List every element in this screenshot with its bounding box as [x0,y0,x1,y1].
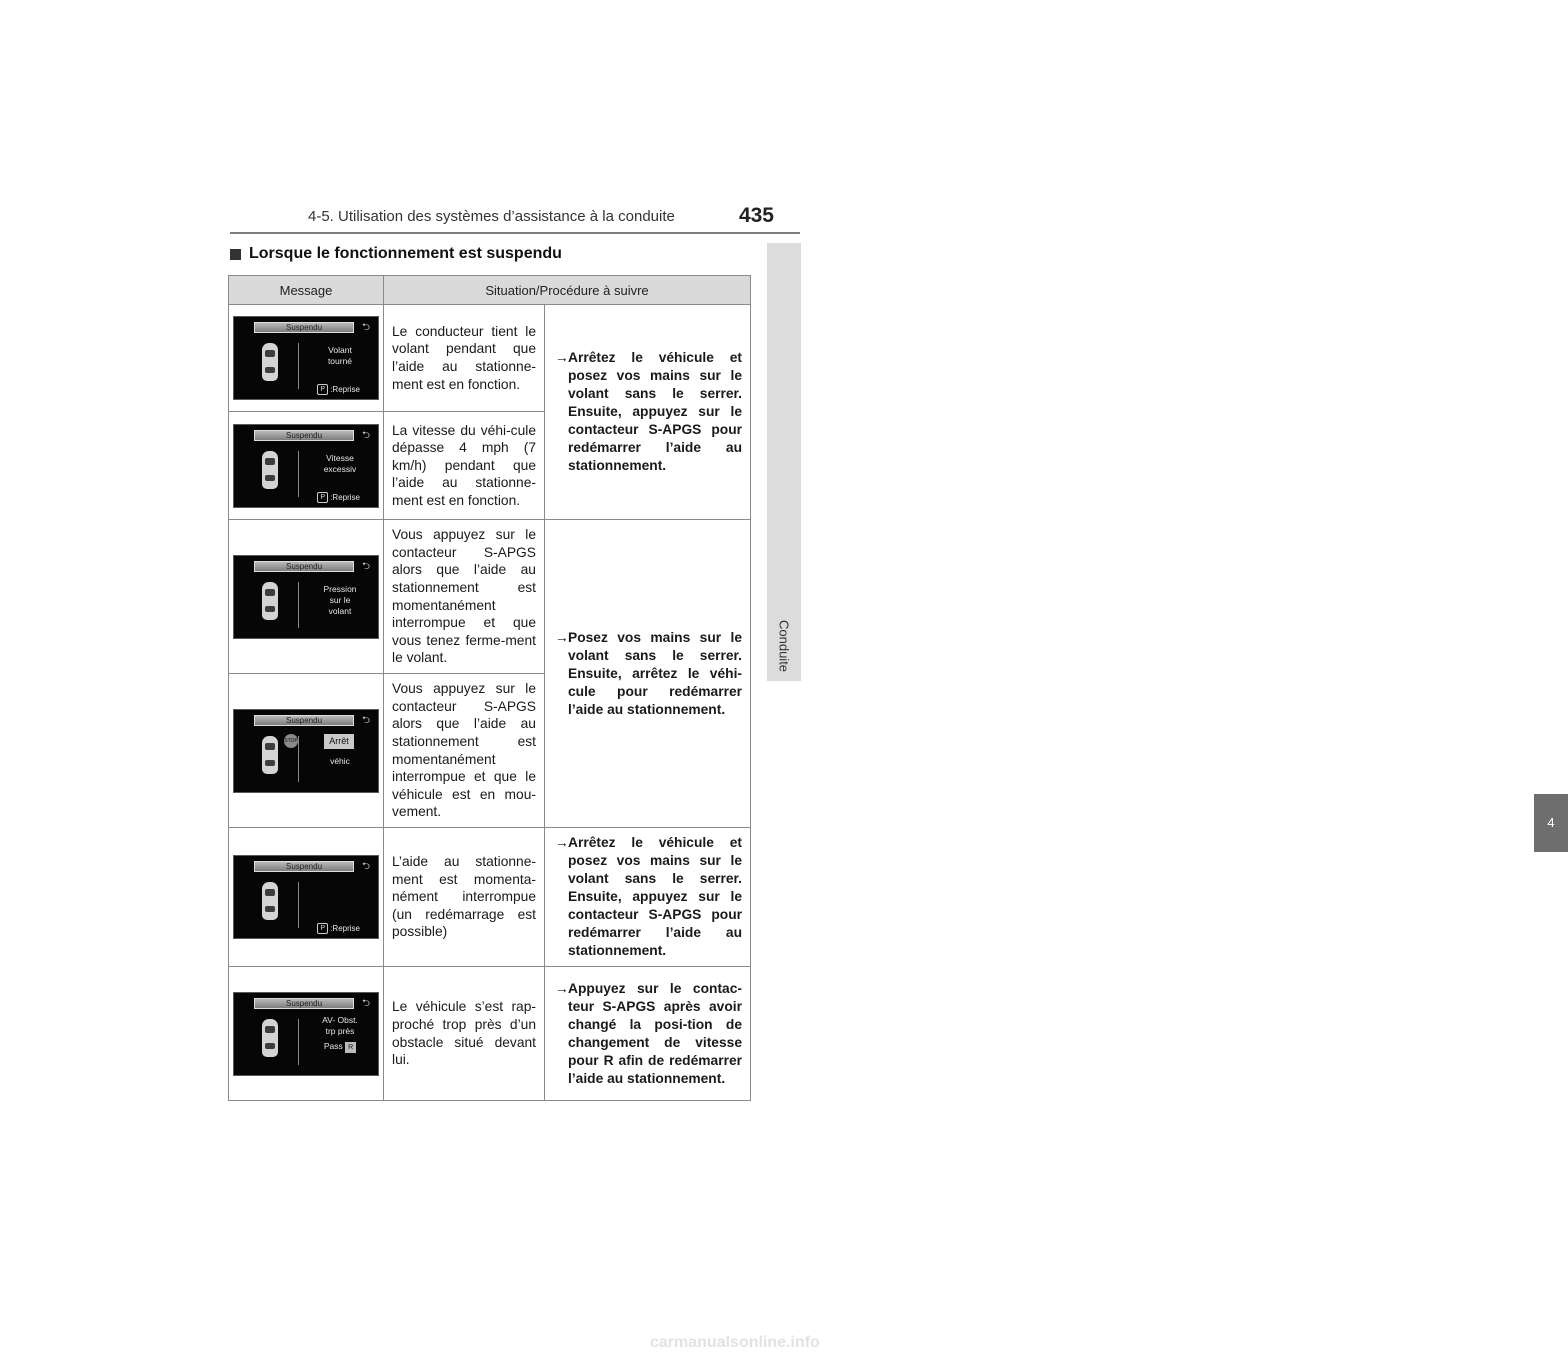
car-icon [262,343,278,381]
situation-cell: Le conducteur tient le volant pendant que l’aide au stationne-ment est en fonction. [384,305,545,412]
situation-cell: Le véhicule s’est rap-proché trop près d’un obstacle situé devant lui. [384,967,545,1101]
resume-label: P :Reprise [317,923,360,934]
heading-text: Lorsque le fonctionnement est suspendu [249,245,562,262]
section-title: 4-5. Utilisation des systèmes d’assistance à la conduite [308,208,675,225]
display-screenshot [233,855,379,939]
table-row [229,520,751,674]
display-screenshot [233,709,379,793]
screen-line: véhic [330,755,350,766]
car-icon [262,736,278,774]
message-cell [229,520,384,674]
car-icon [262,582,278,620]
col-header-situation: Situation/Procédure à suivre [384,276,751,305]
screen-line: Volant [328,345,352,355]
situation-cell: Vous appuyez sur le contacteur S-APGS alors que l’aide au stationnement est momentanément interrompue et que le véhicule est en mou-vement. [384,674,545,828]
screen-line: sur le [329,594,351,605]
parking-assist-icon: P [317,492,328,503]
stop-icon: STOP [284,734,298,748]
screen-title: Suspendu [254,430,354,441]
screen-line: Arrêt [324,734,354,749]
arrow-right-icon: → [555,350,569,365]
screen-title: Suspendu [254,322,354,333]
action-cell: → Arrêtez le véhicule et posez vos mains sur le volant sans le serrer. Ensuite, appuyez sur le contacteur S-APGS pour redémarrer l’aide au stationnement. [545,305,751,520]
chapter-label: Conduite [776,619,792,673]
display-screenshot [233,555,379,639]
screen-title: Suspendu [254,715,354,726]
back-arrow-icon: ⮌ [361,861,370,872]
parking-assist-icon: P [317,923,328,934]
table-row [229,828,751,967]
arrow-right-icon: → [555,980,569,996]
message-cell [229,305,384,412]
screen-title: Suspendu [254,561,354,572]
bullet-square-icon [230,249,241,260]
back-arrow-icon: ⮌ [361,429,370,441]
reverse-gear-icon: R [345,1042,356,1053]
message-cell [229,828,384,967]
message-table [228,275,751,1101]
screen-line: excessiv [323,463,357,474]
screen-line: Pression [323,583,357,594]
chapter-number-tab: 4 [1534,794,1568,852]
back-arrow-icon: ⮌ [361,997,370,1009]
screen-line: tourné [327,356,353,366]
car-icon [262,882,278,920]
resume-label: P :Reprise [317,492,360,503]
resume-label: P :Reprise [317,384,360,395]
screen-line: Pass R [302,1041,378,1053]
screen-title: Suspendu [254,998,354,1009]
section-heading [230,245,562,263]
message-cell [229,967,384,1101]
table-row [229,305,751,412]
screen-line: volant [328,605,352,616]
situation-cell: Vous appuyez sur le contacteur S-APGS alors que l’aide au stationnement est momentanément interrompue et que vous tenez ferme-ment le volant. [384,520,545,674]
message-cell [229,674,384,828]
situation-cell: La vitesse du véhi-cule dépasse 4 mph (7 km/h) pendant que l’aide au stationne-ment est en fonction. [384,412,545,520]
watermark: carmanualsonline.info [650,1334,820,1351]
parking-assist-icon: P [317,384,328,395]
screen-line: Vitesse [326,452,354,463]
display-screenshot [233,424,379,508]
screen-line: AV- Obst. [322,1014,358,1025]
screen-line: trp près [325,1025,355,1036]
screen-title: Suspendu [254,861,354,872]
action-cell: → Appuyez sur le contac-teur S-APGS après avoir changé la posi-tion de changement de vitesse pour R afin de redémarrer l’aide au stationnement. [545,967,751,1101]
action-cell: → Arrêtez le véhicule et posez vos mains sur le volant sans le serrer. Ensuite, appuyez sur le contacteur S-APGS pour redémarrer l’aide au stationnement. [545,828,751,967]
situation-cell: L’aide au stationne-ment est momenta-nément interrompue (un redémarrage est possible) [384,828,545,967]
col-header-message: Message [229,276,384,305]
display-screenshot [233,316,379,400]
back-arrow-icon: ⮌ [361,322,370,333]
table-row [229,967,751,1101]
car-icon [262,1019,278,1057]
header-rule [230,232,800,234]
message-cell [229,412,384,520]
arrow-right-icon: → [555,835,569,850]
table-header-row [229,276,751,305]
page-header [308,205,778,235]
display-screenshot [233,992,379,1076]
page-number: 435 [738,204,774,227]
car-icon [262,451,278,489]
back-arrow-icon: ⮌ [361,560,370,572]
back-arrow-icon: ⮌ [361,714,370,726]
arrow-right-icon: → [555,629,569,645]
action-cell: → Posez vos mains sur le volant sans le serrer. Ensuite, arrêtez le véhi-cule pour redémarrer l’aide au stationnement. [545,520,751,828]
